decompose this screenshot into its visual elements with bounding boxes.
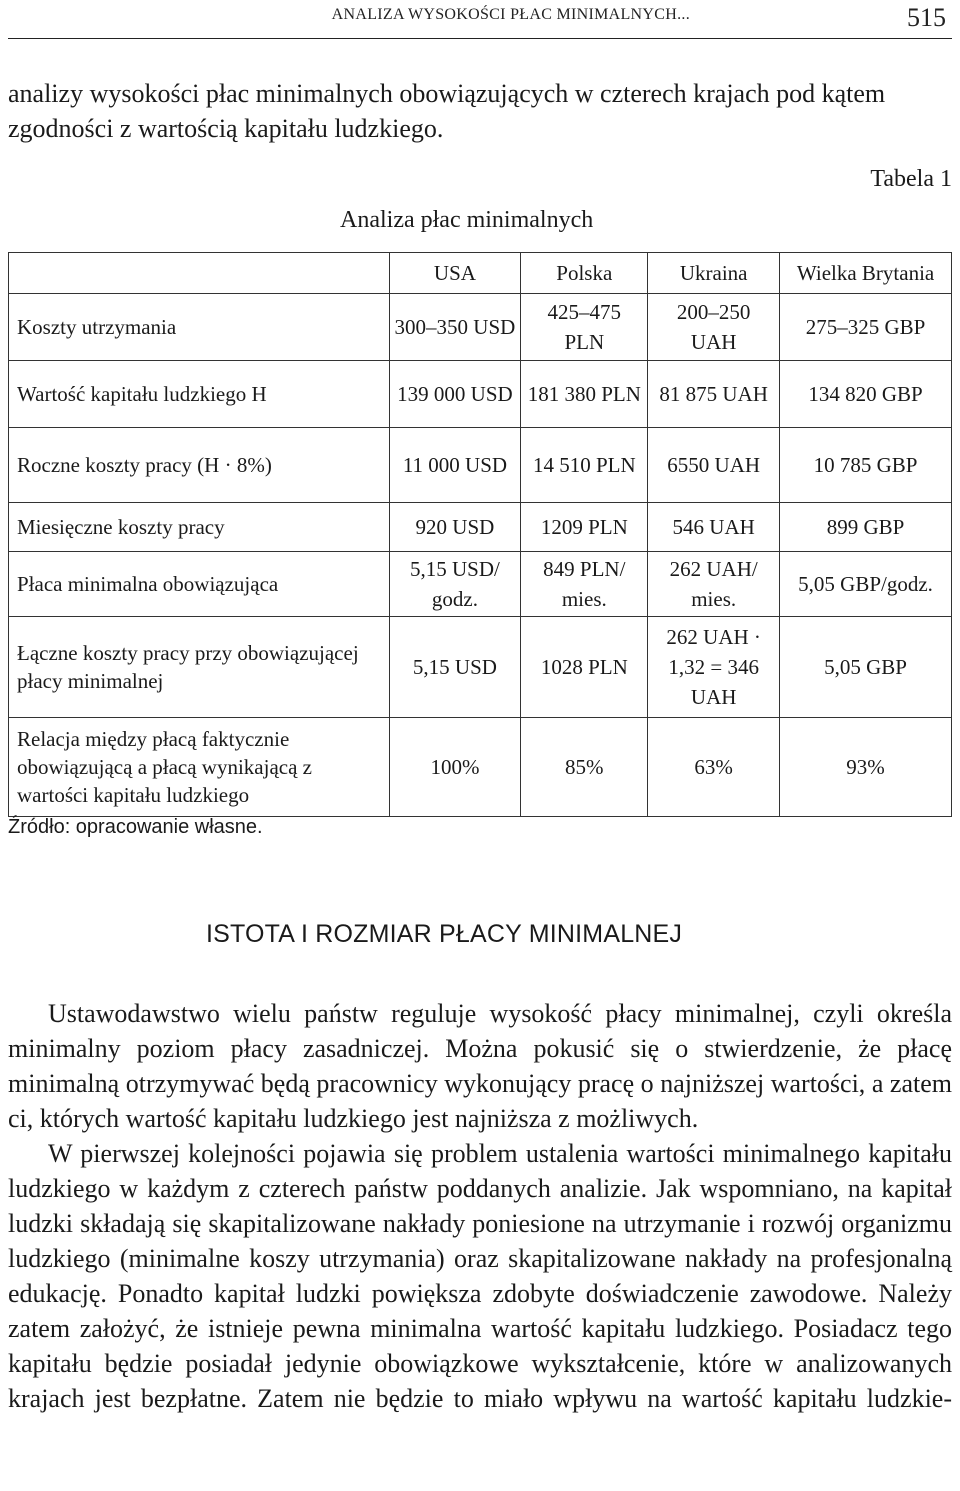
table-row: [9, 428, 952, 503]
table-source-note: Źródło: opracowanie własne.: [8, 816, 263, 838]
table-cell: 899 GBP: [780, 503, 952, 552]
table-cell: 14 510 PLN: [521, 428, 648, 503]
table-cell: 5,15 USD/ godz.: [389, 552, 521, 617]
table-cell: 10 785 GBP: [780, 428, 952, 503]
table-row: [9, 503, 952, 552]
row-label: Łączne koszty pracy przy obowiązującej płacy minimalnej: [9, 617, 390, 718]
table-cell: 81 875 UAH: [648, 361, 780, 428]
table-cell: 262 UAH · 1,32 = 346 UAH: [648, 617, 780, 718]
section-heading: ISTOTA I ROZMIAR PŁACY MINIMALNEJ: [206, 920, 683, 948]
row-label: Miesięczne koszty pracy: [9, 503, 390, 552]
page-number: 515: [907, 3, 946, 32]
table-row: [9, 552, 952, 617]
table-cell: 5,05 GBP: [780, 617, 952, 718]
table-cell: 849 PLN/ mies.: [521, 552, 648, 617]
row-label: Wartość kapitału ludzkiego H: [9, 361, 390, 428]
table-cell: 6550 UAH: [648, 428, 780, 503]
table-cell: 139 000 USD: [389, 361, 521, 428]
body-text: [8, 996, 952, 1416]
table-cell: 181 380 PLN: [521, 361, 648, 428]
column-header: Polska: [521, 253, 648, 294]
table-row: [9, 617, 952, 718]
table-label: Tabela 1: [870, 166, 952, 192]
table-cell: 262 UAH/ mies.: [648, 552, 780, 617]
table-cell: 275–325 GBP: [780, 294, 952, 361]
table-row: [9, 361, 952, 428]
table-cell: 920 USD: [389, 503, 521, 552]
table-cell: 134 820 GBP: [780, 361, 952, 428]
table-row: [9, 294, 952, 361]
intro-paragraph: analizy wysokości płac minimalnych obowiązujących w czterech krajach pod kątem zgodności z wartością kapitału ludzkiego.: [8, 79, 886, 143]
row-label: Płaca minimalna obowiązująca: [9, 552, 390, 617]
table-cell: 425–475 PLN: [521, 294, 648, 361]
table-cell: 93%: [780, 718, 952, 817]
row-label: Roczne koszty pracy (H · 8%): [9, 428, 390, 503]
table-cell: 5,15 USD: [389, 617, 521, 718]
body-paragraph: W pierwszej kolejności pojawia się problem ustalenia wartości minimalnego kapitału ludzkiego w każdym z czterech państw poddanych analizie. Jak wspomniano, na kapitał ludzki składają się skapitalizowane nakłady poniesione na utrzymanie i rozwój organizmu ludzkiego (minimalne koszy utrzymania) oraz skapitalizowane nakłady na profesjonalną edukację. Ponadto kapitał ludzki powiększa zdobyte doświadczenie zawodowe. Należy zatem założyć, że istnieje pewna minimalna wartość kapitału ludzkiego. Posiadacz tego kapitału będzie posiadał jedynie obowiązkowe wykształcenie, które w analizowanych krajach jest bezpłatne. Zatem nie będzie to miało wpływu na wartość kapitału ludzkie-: [8, 1139, 952, 1413]
column-header: USA: [389, 253, 521, 294]
column-header: Ukraina: [648, 253, 780, 294]
table-cell: 85%: [521, 718, 648, 817]
row-label: Koszty utrzymania: [9, 294, 390, 361]
running-head-title: ANALIZA WYSOKOŚCI PŁAC MINIMALNYCH...: [331, 6, 690, 23]
table-cell: 100%: [389, 718, 521, 817]
minimum-wage-table: [8, 252, 952, 817]
row-label: Relacja między płacą faktycznie obowiązującą a płacą wynikającą z wartości kapitału ludzkiego: [9, 718, 390, 817]
running-head: [8, 0, 952, 39]
table-row: [9, 718, 952, 817]
table-cell: 200–250 UAH: [648, 294, 780, 361]
table-title: Analiza płac minimalnych: [340, 207, 594, 233]
table-cell: 11 000 USD: [389, 428, 521, 503]
table-cell: 1028 PLN: [521, 617, 648, 718]
table-cell: 300–350 USD: [389, 294, 521, 361]
body-paragraph: Ustawodawstwo wielu państw reguluje wysokość płacy minimalnej, czyli określa minimalny poziom płacy zasadniczej. Można pokusić się o stwierdzenie, że płacę minimalną otrzymywać będą pracownicy wykonujący pracę o najniższej wartości, a zatem ci, których wartość kapitału ludzkiego jest najniższa z możliwych.: [8, 999, 952, 1133]
table-cell: 63%: [648, 718, 780, 817]
table-cell: 1209 PLN: [521, 503, 648, 552]
column-header: Wielka Brytania: [780, 253, 952, 294]
table-cell: 546 UAH: [648, 503, 780, 552]
table-corner-cell: [9, 253, 390, 294]
table-cell: 5,05 GBP/godz.: [780, 552, 952, 617]
table-header-row: [9, 253, 952, 294]
